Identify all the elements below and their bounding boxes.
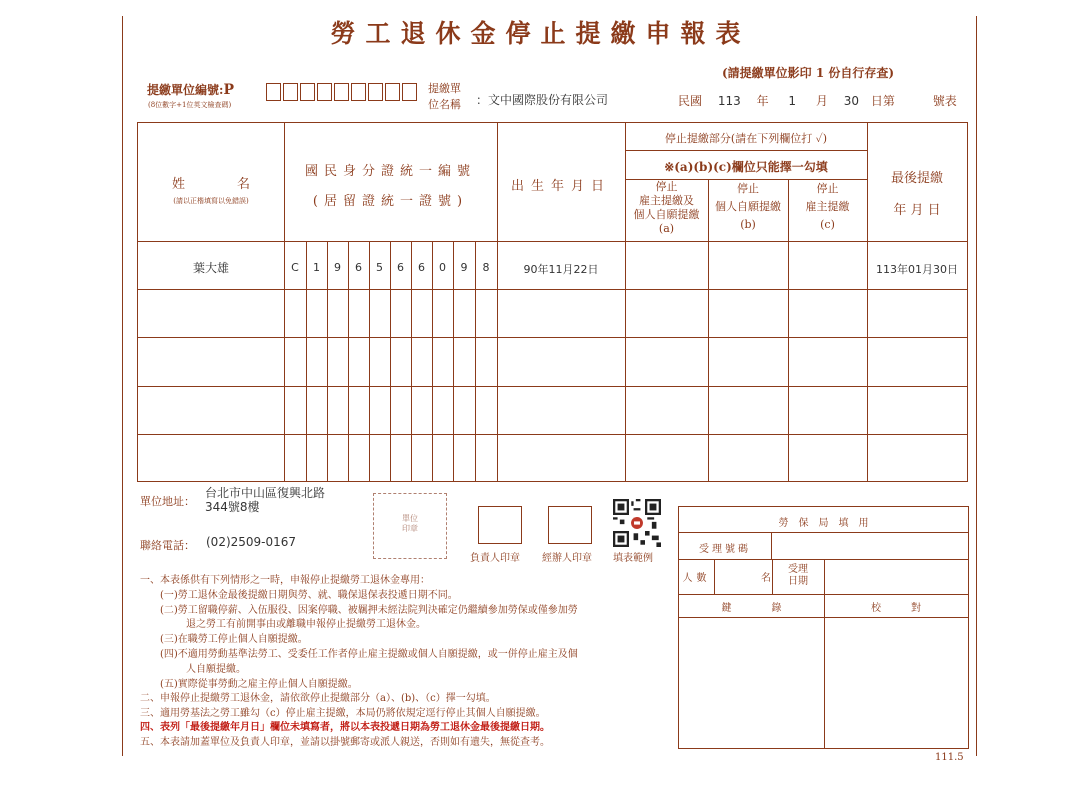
address-value bbox=[205, 486, 325, 514]
date-no-label: 號表 bbox=[932, 94, 957, 108]
col-id-label-1: 國民身分證統一編號 bbox=[304, 164, 476, 179]
col-last-header bbox=[867, 163, 967, 227]
unit-code-box[interactable] bbox=[283, 83, 298, 101]
date-year: 113 bbox=[717, 94, 741, 108]
phone-value: (02)2509-0167 bbox=[206, 535, 297, 549]
col-b-2: 個人自願提繳 bbox=[715, 200, 781, 213]
col-id-header bbox=[284, 157, 497, 217]
col-name-hint: (請以正楷填寫以免錯誤) bbox=[173, 197, 249, 205]
right-border bbox=[976, 16, 977, 756]
note-1-4: (四)不適用勞動基準法勞工、受委任工作者停止雇主提繳或個人自願提繳，或一併停止雇主及個 bbox=[160, 649, 578, 660]
note-1-3: (三)在職勞工停止個人自願提繳。 bbox=[160, 634, 308, 645]
col-line bbox=[625, 123, 626, 481]
head-stamp-label: 負責人印章 bbox=[470, 553, 520, 564]
stop-header-line bbox=[625, 150, 867, 151]
unit-name-label-2: 位名稱 bbox=[428, 98, 461, 111]
date-month-label: 月 bbox=[815, 94, 828, 108]
version-label: 111.5 bbox=[935, 752, 964, 763]
note-1: 一、本表係供有下列情形之一時，申報停止提繳勞工退休金專用： bbox=[140, 575, 430, 586]
copy-note: (請提繳單位影印 1 份自行存查) bbox=[722, 66, 895, 80]
date-era: 民國 bbox=[678, 94, 703, 108]
col-b-3: (b) bbox=[740, 218, 756, 231]
id-col-line bbox=[390, 241, 391, 481]
note-4: 四、表列「最後提繳年月日」欄位未填寫者，將以本表投遞日期為勞工退休金最後提繳日期。 bbox=[140, 722, 550, 733]
head-stamp-box bbox=[478, 506, 522, 544]
note-5: 五、本表請加蓋單位及負責人印章，並請以掛號郵寄或派人親送，否則如有遺失，無從查考。 bbox=[140, 737, 550, 748]
address-label: 單位地址： bbox=[140, 495, 195, 508]
col-a-3: 個人自願提繳 bbox=[633, 208, 700, 221]
bureau-use-box bbox=[678, 506, 969, 749]
col-b-1: 停止 bbox=[737, 182, 759, 195]
col-c-2: 雇主提繳 bbox=[805, 200, 850, 213]
col-c-header bbox=[788, 180, 867, 234]
note-1-4b: 人自願提繳。 bbox=[186, 664, 246, 675]
bureau-col bbox=[824, 594, 825, 748]
unit-stamp-area bbox=[373, 493, 447, 559]
bureau-title: 勞 保 局 填 用 bbox=[778, 518, 869, 529]
col-last-1: 最後提繳 bbox=[890, 171, 943, 186]
accept-date-1: 受理 bbox=[788, 564, 808, 575]
note-1-2b: 退之勞工有前開事由或離職申報停止提繳勞工退休金。 bbox=[186, 619, 426, 630]
col-a-2: 雇主提繳及 bbox=[639, 194, 694, 207]
col-stop-choice: ※(a)(b)(c)欄位只能擇一勾填 bbox=[664, 160, 828, 174]
row1-id-digit[interactable]: 9 bbox=[334, 261, 341, 274]
id-col-line bbox=[475, 241, 476, 481]
unit-code-box[interactable] bbox=[266, 83, 281, 101]
address-line-2: 344號8樓 bbox=[205, 500, 260, 514]
unit-code-boxes[interactable] bbox=[266, 83, 422, 105]
unit-name-label bbox=[428, 81, 461, 113]
id-col-line bbox=[348, 241, 349, 481]
unit-name-label-1: 提繳單 bbox=[428, 82, 461, 95]
left-border bbox=[122, 16, 123, 756]
row-line bbox=[138, 241, 967, 242]
row1-last[interactable]: 113年01月30日 bbox=[876, 263, 958, 276]
col-last-2: 年 月 日 bbox=[893, 203, 941, 218]
example-label: 填表範例 bbox=[613, 553, 653, 564]
unit-stamp-1: 單位 bbox=[402, 514, 418, 523]
col-birth-header: 出生年月日 bbox=[510, 179, 611, 194]
unit-code-box[interactable] bbox=[385, 83, 400, 101]
phone-label: 聯絡電話： bbox=[140, 539, 195, 552]
date-day-label: 日第 bbox=[870, 94, 895, 108]
main-table bbox=[137, 122, 968, 482]
row1-name[interactable]: 葉大雄 bbox=[192, 261, 229, 275]
unit-code-prefix: P bbox=[223, 82, 234, 98]
address-line-1: 台北市中山區復興北路 bbox=[205, 486, 326, 500]
keyin-label: 鍵 錄 bbox=[721, 603, 782, 614]
accept-date-2: 日期 bbox=[788, 576, 808, 587]
unit-code-hint: (8位數字+1位英文檢查碼) bbox=[148, 101, 232, 109]
accept-date-label bbox=[772, 564, 824, 588]
row-line bbox=[138, 434, 967, 435]
handler-stamp-box bbox=[548, 506, 592, 544]
date-month: 1 bbox=[788, 94, 797, 108]
handler-stamp-label: 經辦人印章 bbox=[542, 553, 592, 564]
note-1-1: (一)勞工退休金最後提繳日期與勞、就、職保退保表投遞日期不同。 bbox=[160, 590, 458, 601]
id-col-line bbox=[453, 241, 454, 481]
id-col-line bbox=[327, 241, 328, 481]
row1-id-digit[interactable]: 1 bbox=[313, 261, 320, 274]
report-date bbox=[678, 92, 957, 109]
col-a-header bbox=[625, 180, 708, 236]
note-3: 三、適用勞基法之勞工雖勾（c）停止雇主提繳，本局仍將依規定逕行停止其個人自願提繳。 bbox=[140, 708, 546, 719]
col-stop-header: 停止提繳部分(請在下列欄位打 ✓) bbox=[664, 132, 828, 145]
date-day: 30 bbox=[843, 94, 860, 108]
unit-code-label bbox=[147, 81, 234, 98]
col-a-1: 停止 bbox=[655, 180, 678, 193]
row-line bbox=[138, 337, 967, 338]
verify-label: 校 對 bbox=[871, 603, 921, 614]
row-line bbox=[138, 289, 967, 290]
unit-code-box[interactable] bbox=[351, 83, 366, 101]
bureau-col bbox=[714, 559, 715, 594]
note-2: 二、申報停止提繳勞工退休金，請依欲停止提繳部分（a）、(b)、（c）擇一勾填。 bbox=[140, 693, 496, 704]
id-col-line bbox=[411, 241, 412, 481]
accept-no-label: 受理號碼 bbox=[699, 544, 751, 555]
bureau-line bbox=[679, 532, 968, 533]
col-c-3: (c) bbox=[820, 218, 835, 231]
col-c-1: 停止 bbox=[816, 182, 839, 195]
row1-id-digit[interactable]: 9 bbox=[460, 261, 468, 274]
note-1-5: (五)實際從事勞動之雇主停止個人自願提繳。 bbox=[160, 679, 358, 690]
col-a-4: (a) bbox=[658, 222, 675, 235]
unit-name-value: ：文中國際股份有限公司 bbox=[476, 93, 609, 107]
unit-stamp-label bbox=[374, 514, 446, 534]
row-line bbox=[138, 386, 967, 387]
bureau-col bbox=[771, 532, 772, 559]
row1-id-digit[interactable]: 6 bbox=[397, 261, 404, 274]
note-1-2: (二)勞工留職停薪、入伍服役、因案停職、被羈押未經法院判決確定仍繼續參加勞保或僅參加勞 bbox=[160, 605, 578, 616]
row1-id-digit[interactable]: 6 bbox=[355, 261, 362, 274]
id-col-line bbox=[369, 241, 370, 481]
form-title: 勞工退休金停止提繳申報表 bbox=[330, 19, 751, 48]
unit-code-box[interactable] bbox=[368, 83, 383, 101]
unit-code-box[interactable] bbox=[317, 83, 332, 101]
count-unit: 名 bbox=[761, 573, 771, 584]
col-b-header bbox=[708, 180, 788, 234]
qr-code-icon bbox=[613, 499, 661, 547]
count-label: 人數 bbox=[682, 573, 711, 584]
col-name-header bbox=[138, 173, 284, 206]
col-name-label: 姓 名 bbox=[171, 177, 250, 192]
row1-id-digit[interactable]: 6 bbox=[418, 261, 425, 274]
col-id-label-2: (居留證統一證號) bbox=[312, 194, 469, 209]
unit-code-box[interactable] bbox=[334, 83, 349, 101]
row1-id-digit[interactable]: 0 bbox=[439, 261, 446, 274]
unit-stamp-2: 印章 bbox=[402, 524, 418, 533]
row1-id-digit[interactable]: C bbox=[291, 261, 299, 274]
id-col-line bbox=[432, 241, 433, 481]
row1-id-digit[interactable]: 8 bbox=[482, 261, 490, 274]
unit-code-box[interactable] bbox=[402, 83, 417, 101]
date-year-label: 年 bbox=[756, 94, 769, 108]
id-col-line bbox=[306, 241, 307, 481]
row1-birth[interactable]: 90年11月22日 bbox=[523, 263, 599, 276]
unit-code-label-text: 提繳單位編號: bbox=[147, 83, 224, 97]
unit-code-box[interactable] bbox=[300, 83, 315, 101]
row1-id-digit[interactable]: 5 bbox=[376, 261, 383, 274]
bureau-col bbox=[824, 559, 825, 594]
